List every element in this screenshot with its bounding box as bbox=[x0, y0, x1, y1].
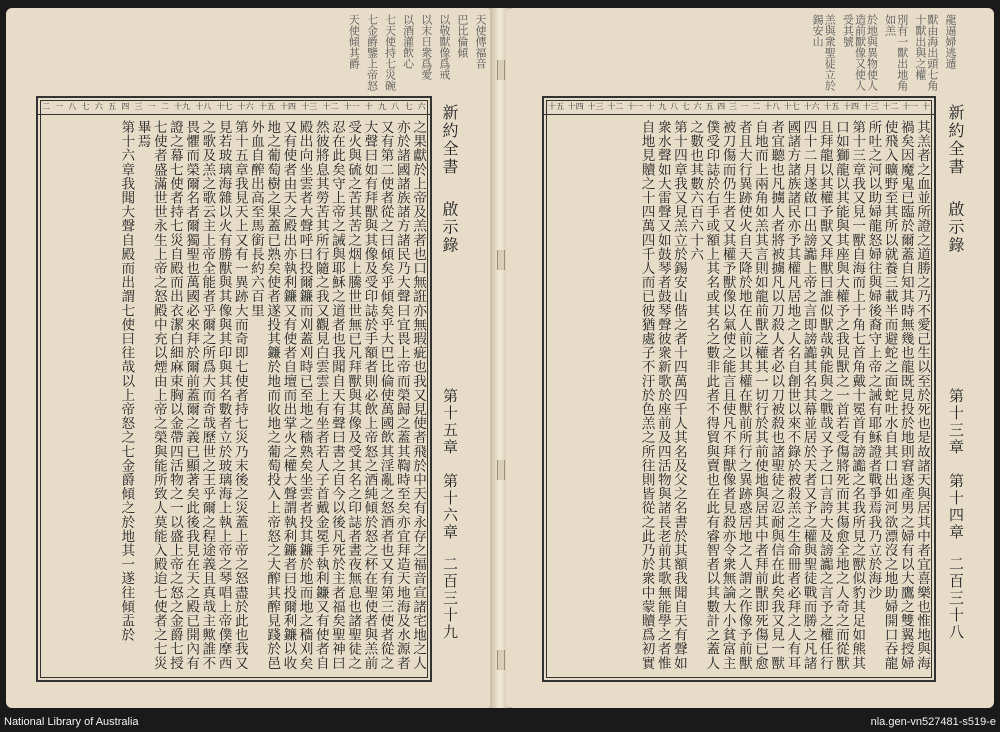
verse-text: 之果獻於上帝及羔者也口無誑亦無瑕疵也我又見使者飛於中天有永存之福音宣諸宅地之人亦於諸國諸族諸方諸民乃大聲曰宜畏上帝而榮歸之蓋其鞫時至矣亦宜拜造天地海及水源者又有第二使者從之曰傾矣乎傾矣乎大巴比倫使萬國飲其淫亂之怒酒者也又有第三使者從之大聲曰如有拜獸與其像及受印誌於手額者則必飲上帝怒之酒純傾於怒之杯在聖使者與羔前受火與硫之苦其苦之烟上騰世世無已凡拜獸與其像及受其名之印誌者晝夜無息也諸聖徒之忍在此矣守上帝之誡與耶穌之道者也我聞自天有聲曰書之自今以後凡死於主者福矣聖神曰然彼將息其勞苦其所行隨之我又觀見白雲雲上有坐者若人子首戴金冕手執利鐮又有使者自殿出向坐雲者大聲呼曰投爾鐮而刈蓋刈時已至地之穡熟矣坐雲者投其鐮於地而地之穡刈矣又有使者由天之殿出亦執利鐮又有使者自壇而出掌火之權大聲謂執利鐮者曰投爾利鐮以收地之葡萄樹之果蓋已熟矣使者遂投其鐮於地而收地之葡萄投入上帝怒之大醡其醡見踐於邑外血自醡出高至馬銜長約六百里 bbox=[247, 120, 426, 670]
item-identifier: nla.gen-vn527481-s519-e bbox=[870, 716, 996, 728]
column-number: 七 bbox=[681, 101, 690, 111]
book-title: 新約全書 bbox=[946, 104, 965, 176]
column-number: 八 bbox=[391, 101, 400, 111]
book-subtitle: 啟示錄 bbox=[946, 200, 965, 255]
page-number: 二百三十九 bbox=[441, 556, 459, 641]
column-number: 三 bbox=[728, 101, 737, 111]
column-number: 十二 bbox=[322, 101, 339, 111]
column-number: 十 bbox=[921, 101, 930, 111]
column-number: 四 bbox=[717, 101, 726, 111]
book-title-column bbox=[944, 104, 967, 254]
column-number: 十 bbox=[646, 101, 655, 111]
column-number: 五 bbox=[108, 101, 117, 111]
left-page bbox=[6, 8, 494, 708]
book-title-column bbox=[438, 104, 461, 254]
column-number: 十一 bbox=[343, 101, 360, 111]
chapter-thirteen-text: 第十三章我又見一獸自海而上十角七首角戴十冕首有謗讟之名我所見之獸似豹其足如熊其口如獅龍以其能與其座與大權予之我見獸之一首若受傷將死而其傷愈全地之人奇之而從獸且拜龍以其權予獸又拜獸曰誰似獸哉孰能與之戰哉又予之口言誇大及謗讟之言予之權任行四十二月遂啟口出謗讟上帝之言即謗讟其名其幕並居於天者又予之權與聖徒戰而勝之凡諸國諸方諸族諸民亦予其權凡居地之人名自創世以來不錄於被殺羔之生命冊者必拜之人有耳者宜聽也凡擄人者將被擄凡以刀殺人者必以刀被殺也諸聖徒之忍耐與信在此矣我又見一獸自地而上兩角如羔其言則如龍前獸之權其一切行於其前使地與居其中者拜前獸即死傷已愈者且大行異跡使火自天降於地在人前以其權在獸前所行之異跡惑居地之人謂之作像予前獸被刀傷而仍生者又其權予獸像以氣使之能言且使凡不拜獸像者見殺亦令衆無論大小貧富主僕受印誌於右手或額上其名或其名之數非此者不得貿與賣也在此有睿智者以其數計之蓋人之數也其數六百六十六 bbox=[687, 120, 866, 670]
column-number: 六 bbox=[693, 101, 702, 111]
verse-text: 其羔者之血並所證之道勝之乃不愛己生以至於死也是故諸天與居其中者宜喜樂也惟地與海禍矣因魔鬼已臨於爾蓋自知其時無幾也龍既見投於地則窘逐產男之婦有以大鷹之雙翼授婦使飛入曠野至其所以就養三載半而避蛇之面蛇吐水自其口出如河欲漂沒之地助婦開口吞龍所吐之河以助婦龍怒婦往與婦後裔守上帝之誡有耶穌證者戰爭焉我乃立於海沙 bbox=[865, 120, 930, 670]
column-number: 三 bbox=[134, 101, 143, 111]
right-page bbox=[506, 8, 994, 708]
top-note: 七天使持七災碗 bbox=[383, 14, 397, 91]
top-notes bbox=[46, 14, 486, 92]
column-number: 十三 bbox=[862, 101, 879, 111]
top-notes bbox=[626, 14, 956, 92]
column-number: 十三 bbox=[587, 101, 604, 111]
page-number: 二百三十八 bbox=[947, 556, 965, 641]
column-number: 十五 bbox=[823, 101, 840, 111]
column-number: 二 bbox=[42, 101, 50, 111]
body-text bbox=[544, 116, 934, 680]
body-text bbox=[38, 116, 430, 680]
column-number: 十六 bbox=[237, 101, 254, 111]
column-number: 五 bbox=[705, 101, 714, 111]
top-note: 天使傳福音 bbox=[474, 14, 487, 69]
text-frame bbox=[542, 96, 936, 682]
top-note: 七金爵鑒上帝怒 bbox=[365, 14, 379, 91]
top-note: 別有一獸出地角如羔 bbox=[883, 14, 909, 91]
column-number: 八 bbox=[68, 101, 77, 111]
top-note: 於地與異物使人造前獸像又使人受其號 bbox=[841, 14, 879, 91]
text-frame bbox=[36, 96, 432, 682]
column-number: 十五 bbox=[548, 101, 564, 111]
binding-stitch bbox=[497, 650, 505, 670]
column-number: 十六 bbox=[803, 101, 820, 111]
column-number-strip bbox=[38, 98, 430, 115]
column-number: 九 bbox=[378, 101, 387, 111]
book-subtitle: 啟示錄 bbox=[440, 200, 459, 255]
top-note: 羔與衆聖徒立於錫安山 bbox=[811, 14, 837, 91]
column-number: 十八 bbox=[195, 101, 212, 111]
column-number: 七 bbox=[81, 101, 90, 111]
column-number: 十九 bbox=[174, 101, 191, 111]
column-number: 十二 bbox=[607, 101, 624, 111]
column-number: 十七 bbox=[783, 101, 800, 111]
top-note: 以末日衆爲愛 bbox=[419, 14, 433, 80]
binding-stitch bbox=[497, 250, 505, 270]
column-number: 六 bbox=[417, 101, 426, 111]
binding-stitch bbox=[497, 460, 505, 480]
column-number: 八 bbox=[670, 101, 679, 111]
column-number: 十八 bbox=[764, 101, 781, 111]
book-title: 新約全書 bbox=[440, 104, 459, 176]
column-number: 十 bbox=[364, 101, 373, 111]
column-number: 十一 bbox=[626, 101, 643, 111]
column-number: 一 bbox=[147, 101, 156, 111]
column-number: 十二 bbox=[882, 101, 899, 111]
chapter-fourteen-text: 第十四章我又見羔立於錫安山偕之者十四萬四千人其名及父之名書於其額我聞自天有聲如衆水聲如大雷聲又如鼓琴者鼓琴聲彼衆新歌於座前及四活物與諸長老前其歌無能學之者惟自地見贖之十四萬四千人而已彼猶處子不汙於色羔之所往則皆從之此乃於衆中蒙贖爲初實 bbox=[638, 120, 687, 670]
column-number-strip bbox=[544, 98, 934, 115]
top-note: 巴比倫傾 bbox=[455, 14, 469, 58]
chapter-sixteen-text: 第十六章我聞大聲自殿而出謂七使曰往哉以上帝怒之七金爵傾之於地其一遂往傾盂於 bbox=[118, 120, 135, 642]
column-number: 一 bbox=[740, 101, 749, 111]
top-note: 天使傾其爵 bbox=[347, 14, 361, 69]
top-note: 獸由海出頭七角十獸出與之權 bbox=[913, 14, 939, 91]
library-credit: National Library of Australia bbox=[4, 716, 139, 728]
top-note: 以敬獸像爲戒 bbox=[437, 14, 451, 80]
column-number: 十三 bbox=[301, 101, 318, 111]
column-number: 七 bbox=[404, 101, 413, 111]
column-number: 十一 bbox=[902, 101, 919, 111]
column-number: 六 bbox=[94, 101, 103, 111]
chapter-fifteen-text: 第十五章我見天上又有一異跡大而奇即七使者持七災乃末後之災蓋上帝之怒盡於此也我又見若玻璃海雜以火有勝獸與其像與其印與其名數者立於玻璃海上執上帝之琴唱上帝僕摩西之歌及羔之歌云主上帝全能者乎爾之所爲大而奇哉歷世之王乎爾之程途義且真哉主歟誰不畏懼而榮爾名者爾獨聖也萬國必來拜於爾前蓋爾之義已顯著矣此後我見在天之殿已開內有證之幕七使者持七災自殿而出衣潔白細麻束胸以金帶四活物之一以盛上帝之怒之金爵七授七使者盛滿世世永生上帝之怒殿中充以煙由上帝之榮與能所致人莫能入殿迨七使者之七災畢焉 bbox=[134, 120, 248, 670]
top-note: 龍逼婦逃遁 bbox=[944, 14, 957, 69]
column-number: 十四 bbox=[280, 101, 297, 111]
column-number: 十四 bbox=[842, 101, 859, 111]
column-number: 十七 bbox=[216, 101, 233, 111]
binding-stitch bbox=[497, 60, 505, 80]
column-number: 二 bbox=[752, 101, 761, 111]
chapter-label: 第十五章 第十六章 bbox=[441, 388, 459, 541]
top-note: 以酒灌飲心 bbox=[401, 14, 415, 69]
column-number: 十四 bbox=[567, 101, 584, 111]
chapter-label: 第十三章 第十四章 bbox=[947, 388, 965, 541]
attribution-footer bbox=[0, 712, 1000, 732]
column-number: 四 bbox=[121, 101, 130, 111]
column-number: 二 bbox=[160, 101, 169, 111]
column-number: 九 bbox=[658, 101, 667, 111]
column-number: 十五 bbox=[258, 101, 275, 111]
column-number: 一 bbox=[55, 101, 64, 111]
